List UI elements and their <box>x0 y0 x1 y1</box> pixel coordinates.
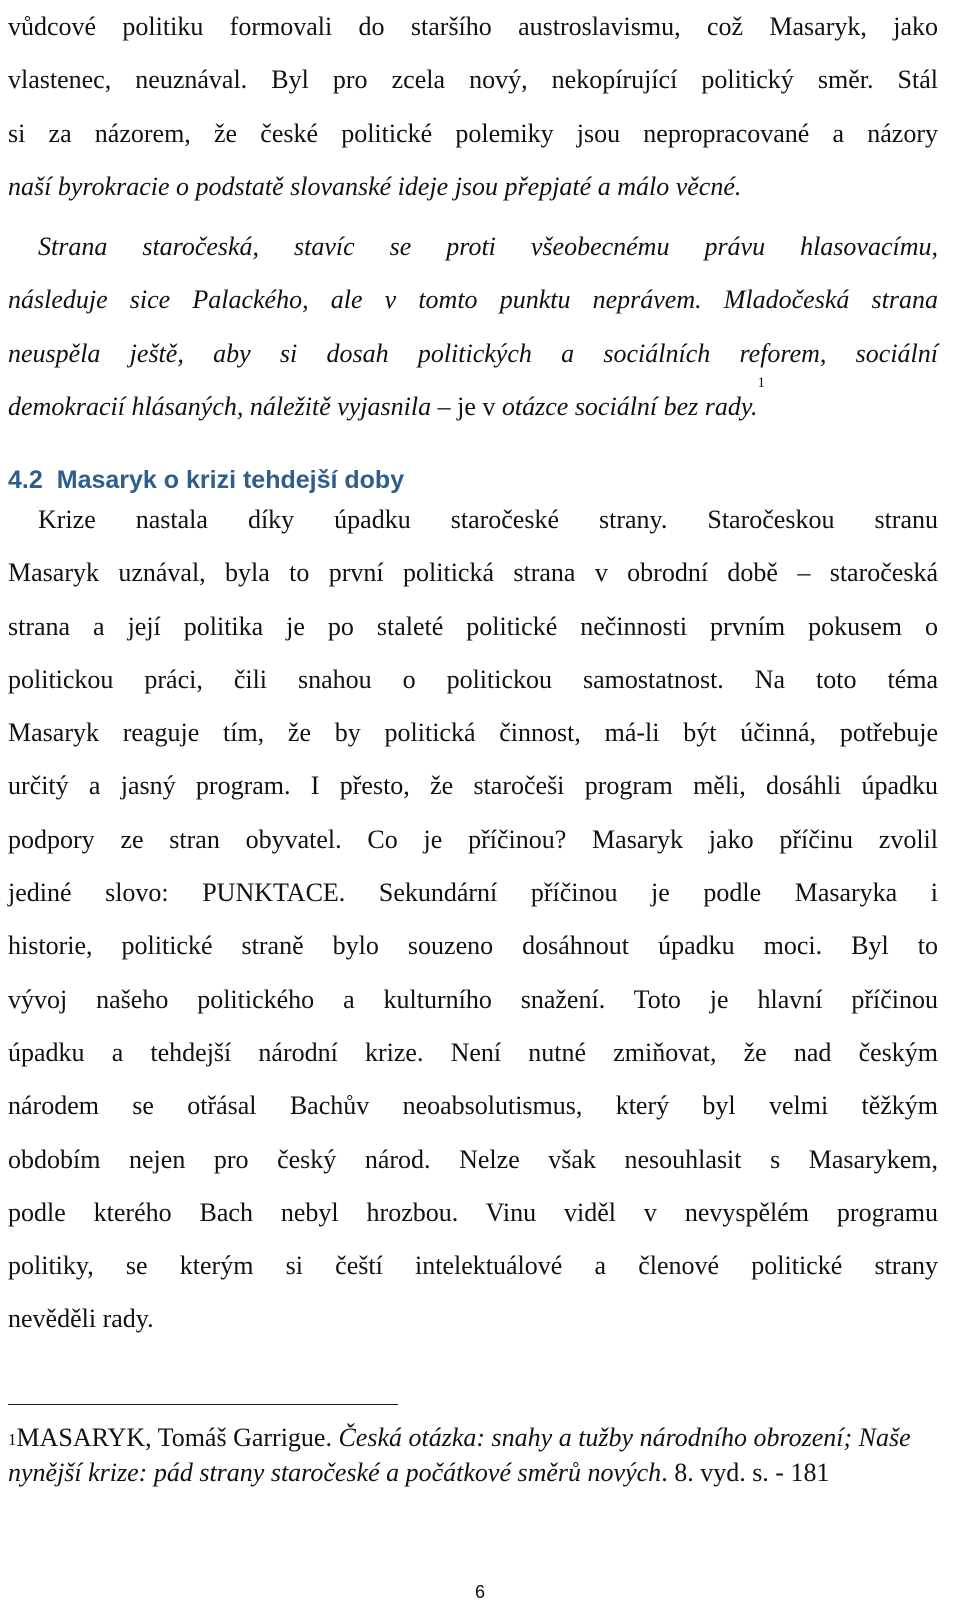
body-line: historie, politické straně bylo souzeno dosáhnout úpadku moci. Byl to <box>8 931 938 961</box>
footnote-book-title: Česká otázka: snahy a tužby národního obrození; Naše nynější krize: pád strany staročeské a počátkové směrů nových <box>8 1423 911 1487</box>
section-title: Masaryk o krizi tehdejší doby <box>56 466 405 494</box>
footnote-reference[interactable]: 1 <box>757 374 766 391</box>
body-line: podpory ze stran obyvatel. Co je příčinou? Masaryk jako příčinu zvolil <box>8 824 938 854</box>
quote-italic-start: demokracií hlásaných, náležitě vyjasnila – <box>8 391 451 421</box>
body-line: vývoj našeho politického a kulturního snažení. Toto je hlavní příčinou <box>8 984 938 1014</box>
body-line: úpadku a tehdejší národní krize. Není nutné zmiňovat, že nad českým <box>8 1037 938 1067</box>
text-line: vlastenec, neuznával. Byl pro zcela nový, nekopírující politický směr. Stál <box>8 65 938 95</box>
body-paragraph <box>8 493 938 1346</box>
body-line: politickou práci, čili snahou o politickou samostatnost. Na toto téma <box>8 664 938 694</box>
body-line: strana a její politika je po staleté politické nečinnosti prvním pokusem o <box>8 611 938 641</box>
quote-line <box>8 374 938 433</box>
body-line: jediné slovo: PUNKTACE. Sekundární příčinou je podle Masaryka i <box>8 878 938 908</box>
body-line: politiky, se kterým si čeští intelektuálové a členové politické strany <box>8 1251 938 1281</box>
text-line: naší byrokracie o podstatě slovanské ideje jsou přepjaté a málo věcné. <box>8 171 742 201</box>
footnote <box>8 1420 928 1490</box>
page-number: 6 <box>474 1582 485 1602</box>
quotation-paragraph <box>8 220 938 433</box>
footnote-author: MASARYK, Tomáš Garrigue. <box>16 1423 339 1452</box>
body-line: Krize nastala díky úpadku staročeské strany. Staročeskou stranu <box>38 505 938 534</box>
text-line: vůdcové politiku formovali do staršího austroslavismu, což Masaryk, jako <box>8 12 938 41</box>
quote-line: Strana staročeská, stavíc se proti všeobecnému právu hlasovacímu, <box>38 232 938 261</box>
intro-paragraph <box>8 0 938 213</box>
body-line: Masaryk reaguje tím, že by politická činnost, má-li být účinná, potřebuje <box>8 718 938 748</box>
section-heading <box>8 466 404 495</box>
quote-italic-end: otázce sociální bez rady. <box>501 391 758 421</box>
body-line: určitý a jasný program. I přesto, že staročeši program měli, dosáhli úpadku <box>8 771 938 801</box>
body-line: národem se otřásal Bachův neoabsolutismus, který byl velmi těžkým <box>8 1091 938 1121</box>
quote-line: neuspěla ještě, aby si dosah politických a sociálních reforem, sociální <box>8 338 938 368</box>
quote-line: následuje sice Palackého, ale v tomto punktu neprávem. Mladočeská strana <box>8 285 938 315</box>
quote-roman-mid: je v <box>450 391 502 421</box>
section-number: 4.2 <box>8 466 43 494</box>
text-line: si za názorem, že české politické polemiky jsou nepropracované a názory <box>8 118 938 148</box>
body-line: obdobím nejen pro český národ. Nelze však nesouhlasit s Masarykem, <box>8 1144 938 1174</box>
body-line: nevěděli rady. <box>8 1304 154 1334</box>
body-line: Masaryk uznával, byla to první politická strana v obrodní době – staročeská <box>8 558 938 588</box>
footnote-edition: . 8. vyd. s. - 181 <box>661 1458 830 1487</box>
footnote-mark: 1 <box>8 1430 17 1449</box>
footnote-separator <box>8 1404 398 1405</box>
body-line: podle kterého Bach nebyl hrozbou. Vinu viděl v nevyspělém programu <box>8 1197 938 1227</box>
